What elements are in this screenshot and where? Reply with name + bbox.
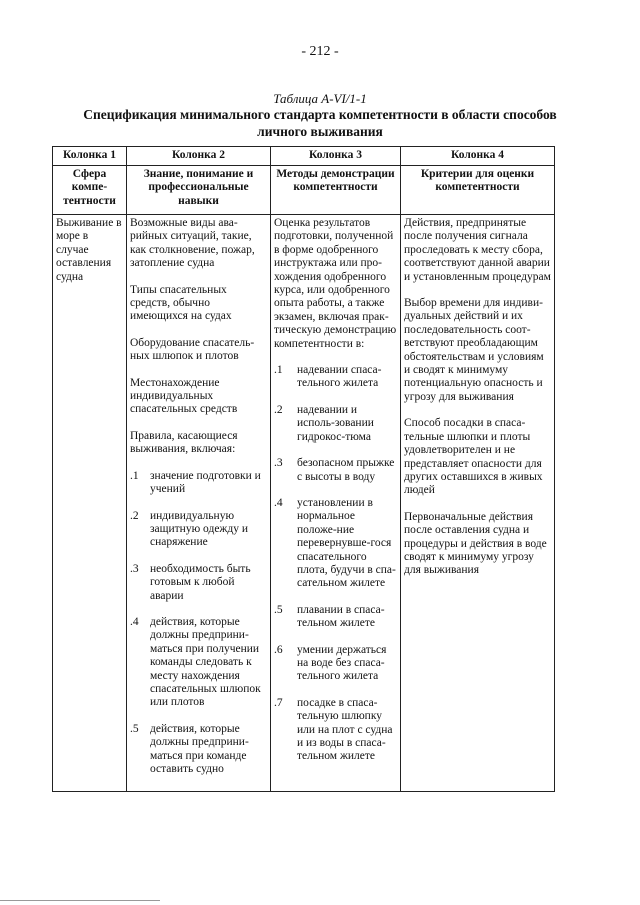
item-text: надевании спаса-тельного жилета [297, 364, 382, 390]
list-item [274, 644, 397, 684]
item-text: посадке в спаса-тельную шлюпку или на плот с судна и из воды в спаса-тельном жилете [297, 696, 393, 763]
item-text: установлении в нормальное положе-ние перевернувше-гося спасательного плота, будучи в спа-сательном жилете [297, 496, 396, 590]
list-item [274, 457, 397, 484]
list-item [274, 497, 397, 591]
item-text: плавании в спаса-тельном жилете [297, 603, 385, 630]
list-item [274, 364, 397, 391]
header-knowledge: Знание, понимание и профессиональные навыки [127, 166, 271, 215]
list-item [274, 404, 397, 444]
item-number: .2 [130, 509, 139, 522]
item-number: .7 [274, 696, 283, 709]
item-number: .1 [274, 364, 283, 377]
item-number: .6 [274, 643, 283, 656]
table-row [53, 215, 555, 792]
cell-demonstration [271, 215, 401, 792]
competence-text: Выживание в море в случае оставления судна [56, 217, 122, 283]
cell-competence [53, 215, 127, 792]
column-number-1: Колонка 1 [53, 147, 127, 166]
item-text: надевании и исполь-зовании гидрокос-тюма [297, 403, 374, 443]
item-number: .5 [274, 603, 283, 616]
knowledge-paragraph: Возможные виды ава-рийных ситуаций, такие, как столкновение, пожар, затопление судна [130, 217, 255, 270]
table-title [60, 106, 580, 140]
item-number: .3 [130, 562, 139, 575]
column-number-4: Колонка 4 [401, 147, 555, 166]
item-text: индивидуальную защитную одежду и снаряжение [150, 509, 249, 549]
list-item [274, 697, 397, 764]
page-number: - 212 - [301, 44, 339, 59]
item-number: .3 [274, 457, 283, 470]
list-item [130, 563, 267, 603]
criteria-paragraph: Выбор времени для индиви-дуальных действий и их последовательность соот-ветствуют преобладающим обстоятельствам и условиям и сводят к минимуму потенциальную опасность и угрозу для выживания [404, 297, 544, 403]
header-competence-area: Сфера компе-тентности [53, 166, 127, 215]
criteria-paragraph: Первоначальные действия после оставления судна и процедуры и действия в воде сводят к минимуму угрозу для выживания [404, 510, 547, 577]
item-text: действия, которые должны предприни-маться при команде оставить судно [150, 722, 249, 775]
demonstration-intro: Оценка результатов подготовки, полученной в форме одобренного инструктажа или про-хождения одобренного курса, или одобренного опыта работы, а также экзамен, включая прак-тическую демонстрацию компетентности в: [274, 217, 397, 350]
criteria-paragraph: Действия, предпринятые после получения сигнала проследовать к месту сбора, соответствуют данной аварии и установленным процедурам [404, 217, 551, 283]
knowledge-paragraph: Типы спасательных средств, обычно имеющихся на судах [130, 283, 232, 323]
competence-table [52, 146, 555, 792]
knowledge-paragraph: Местонахождение индивидуальных спасательных средств [130, 376, 238, 416]
cell-criteria [401, 215, 555, 792]
list-item [130, 723, 267, 777]
column-header-row [53, 166, 555, 215]
cell-knowledge [127, 215, 271, 792]
header-demonstration-methods: Методы демонстрации компетентности [271, 166, 401, 215]
list-item [130, 616, 267, 710]
table-caption: Таблица A-VI/1-1 [273, 91, 367, 106]
item-text: значение подготовки и учений [150, 469, 261, 496]
column-number-2: Колонка 2 [127, 147, 271, 166]
criteria-paragraph: Способ посадки в спаса-тельные шлюпки и плоты удовлетворителен и не представляет опасности для других оставшихся в живых людей [404, 417, 543, 497]
column-number-3: Колонка 3 [271, 147, 401, 166]
title-line-2: личного выживания [257, 124, 383, 139]
item-number: .1 [130, 469, 139, 482]
header-evaluation-criteria: Критерии для оценки компетентности [401, 166, 555, 215]
item-text: необходимость быть готовым к любой аварии [150, 562, 251, 602]
item-number: .5 [130, 722, 139, 735]
item-number: .4 [130, 615, 139, 628]
knowledge-paragraph: Оборудование спасатель-ных шлюпок и плотов [130, 336, 255, 363]
title-line-1: Спецификация минимального стандарта компетентности в области способов [83, 107, 557, 122]
item-number: .2 [274, 403, 283, 416]
list-item [274, 604, 397, 631]
item-text: безопасном прыжке с высоты в воду [297, 457, 395, 483]
list-item [130, 510, 267, 550]
footnote-divider [0, 900, 160, 901]
item-number: .4 [274, 496, 283, 509]
item-text: действия, которые должны предприни-маться при получении команды следовать к месту нахождения спасательных шлюпок или плотов [150, 615, 261, 709]
list-item [130, 470, 267, 497]
column-number-row [53, 147, 555, 166]
item-text: умении держаться на воде без спаса-тельного жилета [297, 643, 387, 683]
knowledge-paragraph: Правила, касающиеся выживания, включая: [130, 429, 238, 456]
